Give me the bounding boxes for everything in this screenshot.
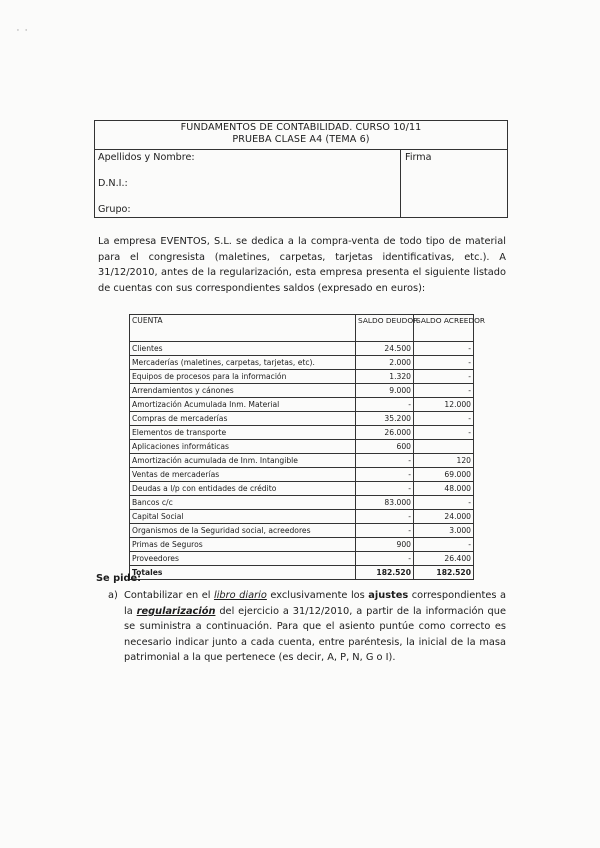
accounts-table-body (130, 342, 474, 580)
credit-cell: 12.000 (414, 398, 474, 412)
debit-cell: - (356, 398, 414, 412)
table-row (130, 524, 474, 538)
debit-cell: 9.000 (356, 384, 414, 398)
credit-cell: - (414, 384, 474, 398)
account-cell: Deudas a l/p con entidades de crédito (130, 482, 356, 496)
credit-cell: - (414, 342, 474, 356)
credit-cell: 3.000 (414, 524, 474, 538)
task-item-a (108, 588, 507, 666)
task-text-3: correspondientes a la (124, 590, 506, 617)
group-field-label: Grupo: (98, 204, 131, 215)
scan-mark: ' ' (17, 28, 30, 36)
account-cell: Aplicaciones informáticas (130, 440, 356, 454)
table-row (130, 566, 474, 580)
table-row (130, 496, 474, 510)
debit-cell: - (356, 468, 414, 482)
credit-cell: 48.000 (414, 482, 474, 496)
problem-statement: La empresa EVENTOS, S.L. se dedica a la compra-venta de todo tipo de material para el congresista (maletines, carpetas, tarjetas identificativas, etc.). A 31/12/2010, antes de la regularización, esta empresa presenta el siguiente listado de cuentas con sus correspondientes saldos (expresado en euros): (98, 236, 506, 294)
debit-cell: - (356, 552, 414, 566)
debit-cell: 900 (356, 538, 414, 552)
debit-cell: 35.200 (356, 412, 414, 426)
account-cell: Arrendamientos y cánones (130, 384, 356, 398)
credit-cell: - (414, 356, 474, 370)
account-cell: Ventas de mercaderías (130, 468, 356, 482)
debit-cell: 83.000 (356, 496, 414, 510)
account-cell: Proveedores (130, 552, 356, 566)
credit-cell: 69.000 (414, 468, 474, 482)
debit-cell: - (356, 510, 414, 524)
account-cell: Capital Social (130, 510, 356, 524)
account-cell: Primas de Seguros (130, 538, 356, 552)
table-row (130, 426, 474, 440)
credit-cell: - (414, 538, 474, 552)
task-item-marker: a) (108, 590, 118, 601)
table-row (130, 538, 474, 552)
debit-cell: - (356, 454, 414, 468)
table-row (130, 454, 474, 468)
credit-cell: - (414, 370, 474, 384)
col-credit-header: SALDO ACREEDOR (414, 315, 474, 342)
account-cell: Amortización acumulada de Inm. Intangible (130, 454, 356, 468)
account-cell: Clientes (130, 342, 356, 356)
task-regularizacion: regularización (136, 605, 216, 617)
task-ajustes: ajustes (368, 590, 409, 601)
account-cell: Elementos de transporte (130, 426, 356, 440)
debit-cell: 600 (356, 440, 414, 454)
table-row (130, 552, 474, 566)
signature-area (401, 150, 507, 218)
signature-label: Firma (405, 152, 432, 163)
account-cell: Totales (130, 566, 356, 580)
student-info (95, 150, 507, 218)
credit-cell: 120 (414, 454, 474, 468)
credit-cell: 182.520 (414, 566, 474, 580)
task-libro-diario: libro diario (213, 590, 267, 601)
debit-cell: - (356, 524, 414, 538)
table-row (130, 384, 474, 398)
table-row (130, 370, 474, 384)
credit-cell (414, 440, 474, 454)
credit-cell: - (414, 412, 474, 426)
table-row (130, 510, 474, 524)
credit-cell: 26.400 (414, 552, 474, 566)
task-text-1: Contabilizar en el (124, 590, 214, 601)
task-heading: Se pide: (96, 573, 142, 584)
dni-field-label: D.N.I.: (98, 178, 128, 189)
task-text-4: del ejercicio a 31/12/2010, a partir de la información que se suministra a continuación. Para que el asiento puntúe como correcto es necesario indicar junto a cada cuenta, entre paréntesis, la inicial de la masa patrimonial a la que pertenece (es decir, A, P, N, G o I). (124, 605, 507, 664)
col-debit-header: SALDO DEUDOR (356, 315, 414, 342)
table-row (130, 342, 474, 356)
debit-cell: 1.320 (356, 370, 414, 384)
account-cell: Mercaderías (maletines, carpetas, tarjetas, etc). (130, 356, 356, 370)
account-cell: Organismos de la Seguridad social, acreedores (130, 524, 356, 538)
table-header-row (130, 315, 474, 342)
table-row (130, 482, 474, 496)
table-row (130, 468, 474, 482)
debit-cell: 24.500 (356, 342, 414, 356)
course-title: FUNDAMENTOS DE CONTABILIDAD. CURSO 10/11 (180, 122, 422, 133)
table-row (130, 398, 474, 412)
table-row (130, 356, 474, 370)
exam-title (95, 121, 507, 150)
test-title: PRUEBA CLASE A4 (TEMA 6) (232, 134, 370, 145)
account-cell: Bancos c/c (130, 496, 356, 510)
student-fields (95, 150, 401, 218)
account-cell: Amortización Acumulada Inm. Material (130, 398, 356, 412)
debit-cell: 2.000 (356, 356, 414, 370)
debit-cell: - (356, 482, 414, 496)
name-field-label: Apellidos y Nombre: (98, 152, 195, 163)
credit-cell: 24.000 (414, 510, 474, 524)
table-row (130, 440, 474, 454)
task-text-2: exclusivamente los (266, 590, 369, 601)
col-account-header: CUENTA (130, 315, 356, 342)
table-row (130, 412, 474, 426)
debit-cell: 182.520 (356, 566, 414, 580)
accounts-table (129, 314, 486, 580)
credit-cell: - (414, 496, 474, 510)
account-cell: Compras de mercaderías (130, 412, 356, 426)
credit-cell: - (414, 426, 474, 440)
account-cell: Equipos de procesos para la información (130, 370, 356, 384)
debit-cell: 26.000 (356, 426, 414, 440)
exam-header (94, 120, 508, 218)
